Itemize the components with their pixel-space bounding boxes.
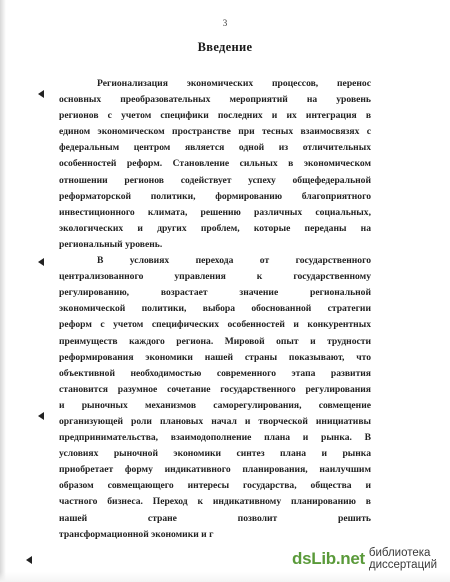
text-line: становится разумное сочетание государственного регулирования — [59, 383, 371, 395]
text-line: региональный уровень. — [59, 238, 163, 250]
watermark — [292, 546, 450, 572]
text-line: трансформационной экономики и г — [59, 528, 214, 540]
watermark-logo: dsLib.net — [292, 549, 365, 568]
text-line: В условиях перехода от государственного — [97, 255, 371, 267]
text-line: нашей стране позволит решить — [59, 512, 371, 524]
text-line: основных преобразовательных мероприятий на уровень — [59, 94, 371, 106]
text-line: преимуществ каждого региона. Мировой опыт и трудности — [59, 335, 371, 347]
text-line: реформирования экономики нашей страны показывают, что — [59, 351, 371, 363]
text-line: Регионализация экономических процессов, перенос — [97, 78, 371, 89]
text-line: федеральным центром является одной из отличительных — [59, 142, 371, 154]
text-line: отношении регионов содействует успеху общефедеральной — [59, 174, 371, 186]
text-line: централизованного управления к государственному — [59, 271, 371, 283]
text-line: особенностей реформ. Становление сильных в экономическом — [59, 158, 371, 170]
page-bottom-fade — [0, 572, 450, 582]
text-line: организующей роли плановых начал и творческой инициативы — [59, 415, 371, 427]
text-line: условиях рыночной экономики синтез плана и рынка — [59, 448, 371, 460]
text-line: и рыночных механизмов саморегулирования, совмещение — [59, 399, 371, 411]
margin-mark-icon — [26, 556, 32, 564]
margin-mark-icon — [38, 90, 44, 98]
margin-mark-icon — [38, 412, 44, 420]
text-line: приобретает форму индикативного планирования, наилучшим — [59, 464, 371, 476]
text-line: инвестиционного климата, решению различных социальных, — [59, 206, 371, 218]
text-line: объективной необходимостью современного этапа развития — [59, 367, 371, 379]
text-line: реформ с учетом специфических особенностей и конкурентных — [59, 319, 371, 331]
text-line: образом совмещающего интересы государства, общества и — [59, 480, 371, 492]
text-line: регионов с учетом специфики последних и их интеграция в — [59, 110, 371, 122]
watermark-text: библиотека диссертаций — [368, 547, 438, 571]
page-title: Введение — [197, 40, 253, 54]
scan-edge — [0, 0, 6, 582]
page-number: 3 — [222, 18, 228, 28]
text-line: регулированию, возрастает значение региональной — [59, 287, 371, 299]
body-text — [59, 76, 371, 543]
margin-mark-icon — [38, 258, 44, 266]
text-line: частного бизнеса. Переход к индикативному планированию в — [59, 496, 371, 508]
text-line: экономической политики, выбора обоснованной стратегии — [59, 303, 371, 315]
text-line: экологических и других проблем, которые переданы на — [59, 222, 371, 234]
text-line: едином экономическом пространстве при тесных взаимосвязях с — [59, 126, 371, 138]
text-line: предпринимательства, взаимодополнение плана и рынка. В — [59, 432, 371, 444]
text-line: реформаторской политики, формированию благоприятного — [59, 190, 371, 202]
